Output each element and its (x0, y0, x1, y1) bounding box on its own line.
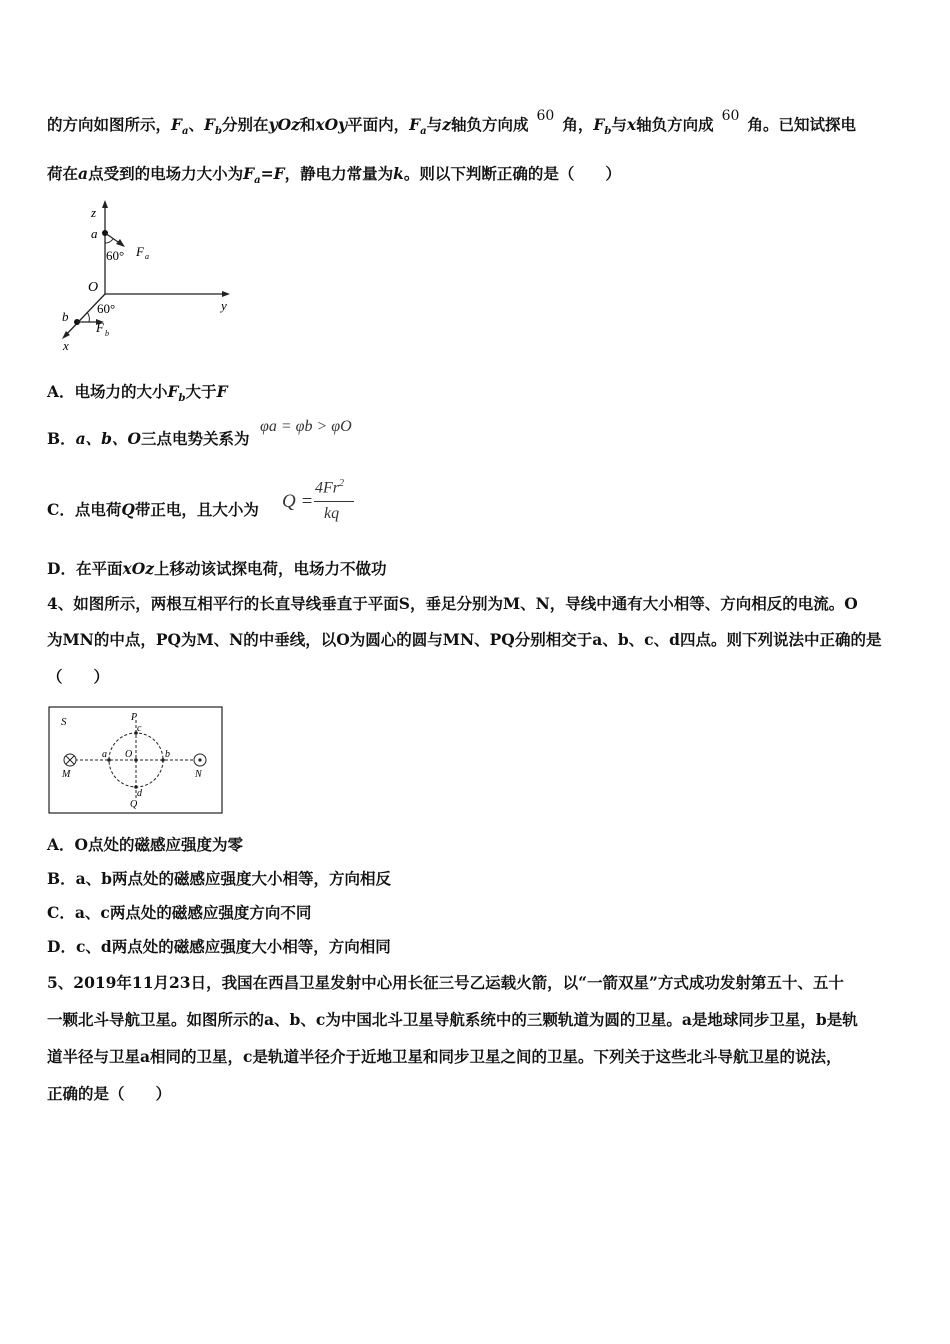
label-b: b (62, 309, 69, 324)
q3-option-b[interactable]: B．a、b、O三点电势关系为 (47, 429, 250, 448)
label-p: P (131, 712, 138, 723)
label-a: a (102, 749, 107, 760)
q4-option-b[interactable]: B．a、b两点处的磁感应强度大小相等，方向相反 (47, 869, 391, 888)
q3-coordinate-figure (58, 198, 248, 358)
label-s: S (61, 716, 67, 728)
label-angle-a: 60° (106, 248, 125, 263)
q4-option-a[interactable]: A．O点处的磁感应强度为零 (47, 835, 244, 854)
q5-stem-line-3: 道半径与卫星a相同的卫星，c是轨道半径介于近地卫星和同步卫星之间的卫星。下列关于这些北斗导航卫星的说法， (47, 1047, 842, 1066)
label-y: y (221, 298, 227, 313)
label-b: b (165, 749, 170, 760)
label-a: a (91, 226, 98, 241)
label-fb: F (96, 320, 104, 335)
point-a (107, 758, 111, 762)
label-c: c (137, 723, 142, 734)
q4-option-d[interactable]: D．c、d两点处的磁感应强度大小相等，方向相同 (47, 937, 391, 956)
charge-magnitude-formula: Q = $4Fr^2$ kq (282, 478, 362, 528)
q4-stem-line-3: （ ） (47, 667, 110, 686)
q5-stem-line-1: 5、2019年11月23日，我国在西昌卫星发射中心用长征三号乙运载火箭，以“一箭双星”方式成功发射第五十、五十 (47, 973, 844, 992)
potential-relation-formula: φa = φb > φO (260, 418, 352, 435)
point-o (134, 758, 138, 762)
angle-60-a: 60 (536, 108, 555, 124)
q3-option-a[interactable]: A．电场力的大小$F_b$大于F (47, 382, 228, 405)
q4-stem-line-2: 为MN的中点，PQ为M、N的中垂线，以O为圆心的圆与MN、PQ分别相交于a、b、c、d四点。则下列说法中正确的是 (47, 630, 882, 649)
q3-stem-line-2: 荷在a点受到的电场力大小为$F_a=F$，静电力常量为k。则以下判断正确的是（ ） (47, 164, 621, 187)
q4-wire-figure (48, 706, 224, 816)
label-d: d (137, 788, 142, 799)
fraction-bar (314, 501, 354, 502)
q3-option-d[interactable]: D．在平面xOz上移动该试探电荷，电场力不做功 (47, 559, 387, 578)
label-z: z (91, 205, 97, 220)
label-angle-b: 60° (97, 301, 116, 316)
label-m: M (62, 769, 71, 780)
z-axis-arrow (102, 200, 108, 208)
q5-stem-line-2: 一颗北斗导航卫星。如图所示的a、b、c为中国北斗卫星导航系统中的三颗轨道为圆的卫星。a是地球同步卫星，b是轨 (47, 1010, 858, 1029)
label-q: Q (130, 799, 138, 810)
q3-option-c[interactable]: C．点电荷Q带正电，且大小为 (47, 500, 259, 519)
q3-stem-line-1: 的方向如图所示，$F_a$、$F_b$分别在yOz和xOy平面内，$F_a$与z轴负方向成 60 角，$F_b$与x轴负方向成 60 角。已知试探电 (47, 108, 856, 138)
label-fa: F (136, 244, 144, 259)
label-o: O (125, 749, 133, 760)
label-n: N (195, 769, 202, 780)
q4-option-c[interactable]: C．a、c两点处的磁感应强度方向不同 (47, 903, 312, 922)
q4-stem-line-1: 4、如图所示，两根互相平行的长直导线垂直于平面S，垂足分别为M、N，导线中通有大小相等、方向相反的电流。O (47, 594, 858, 613)
q5-stem-line-4: 正确的是（ ） (47, 1084, 172, 1103)
label-o: O (88, 280, 99, 295)
svg-text:a: a (145, 252, 149, 261)
label-x: x (63, 338, 69, 353)
y-axis-arrow (222, 291, 230, 297)
svg-text:b: b (105, 329, 109, 338)
angle-60-b: 60 (721, 108, 740, 124)
